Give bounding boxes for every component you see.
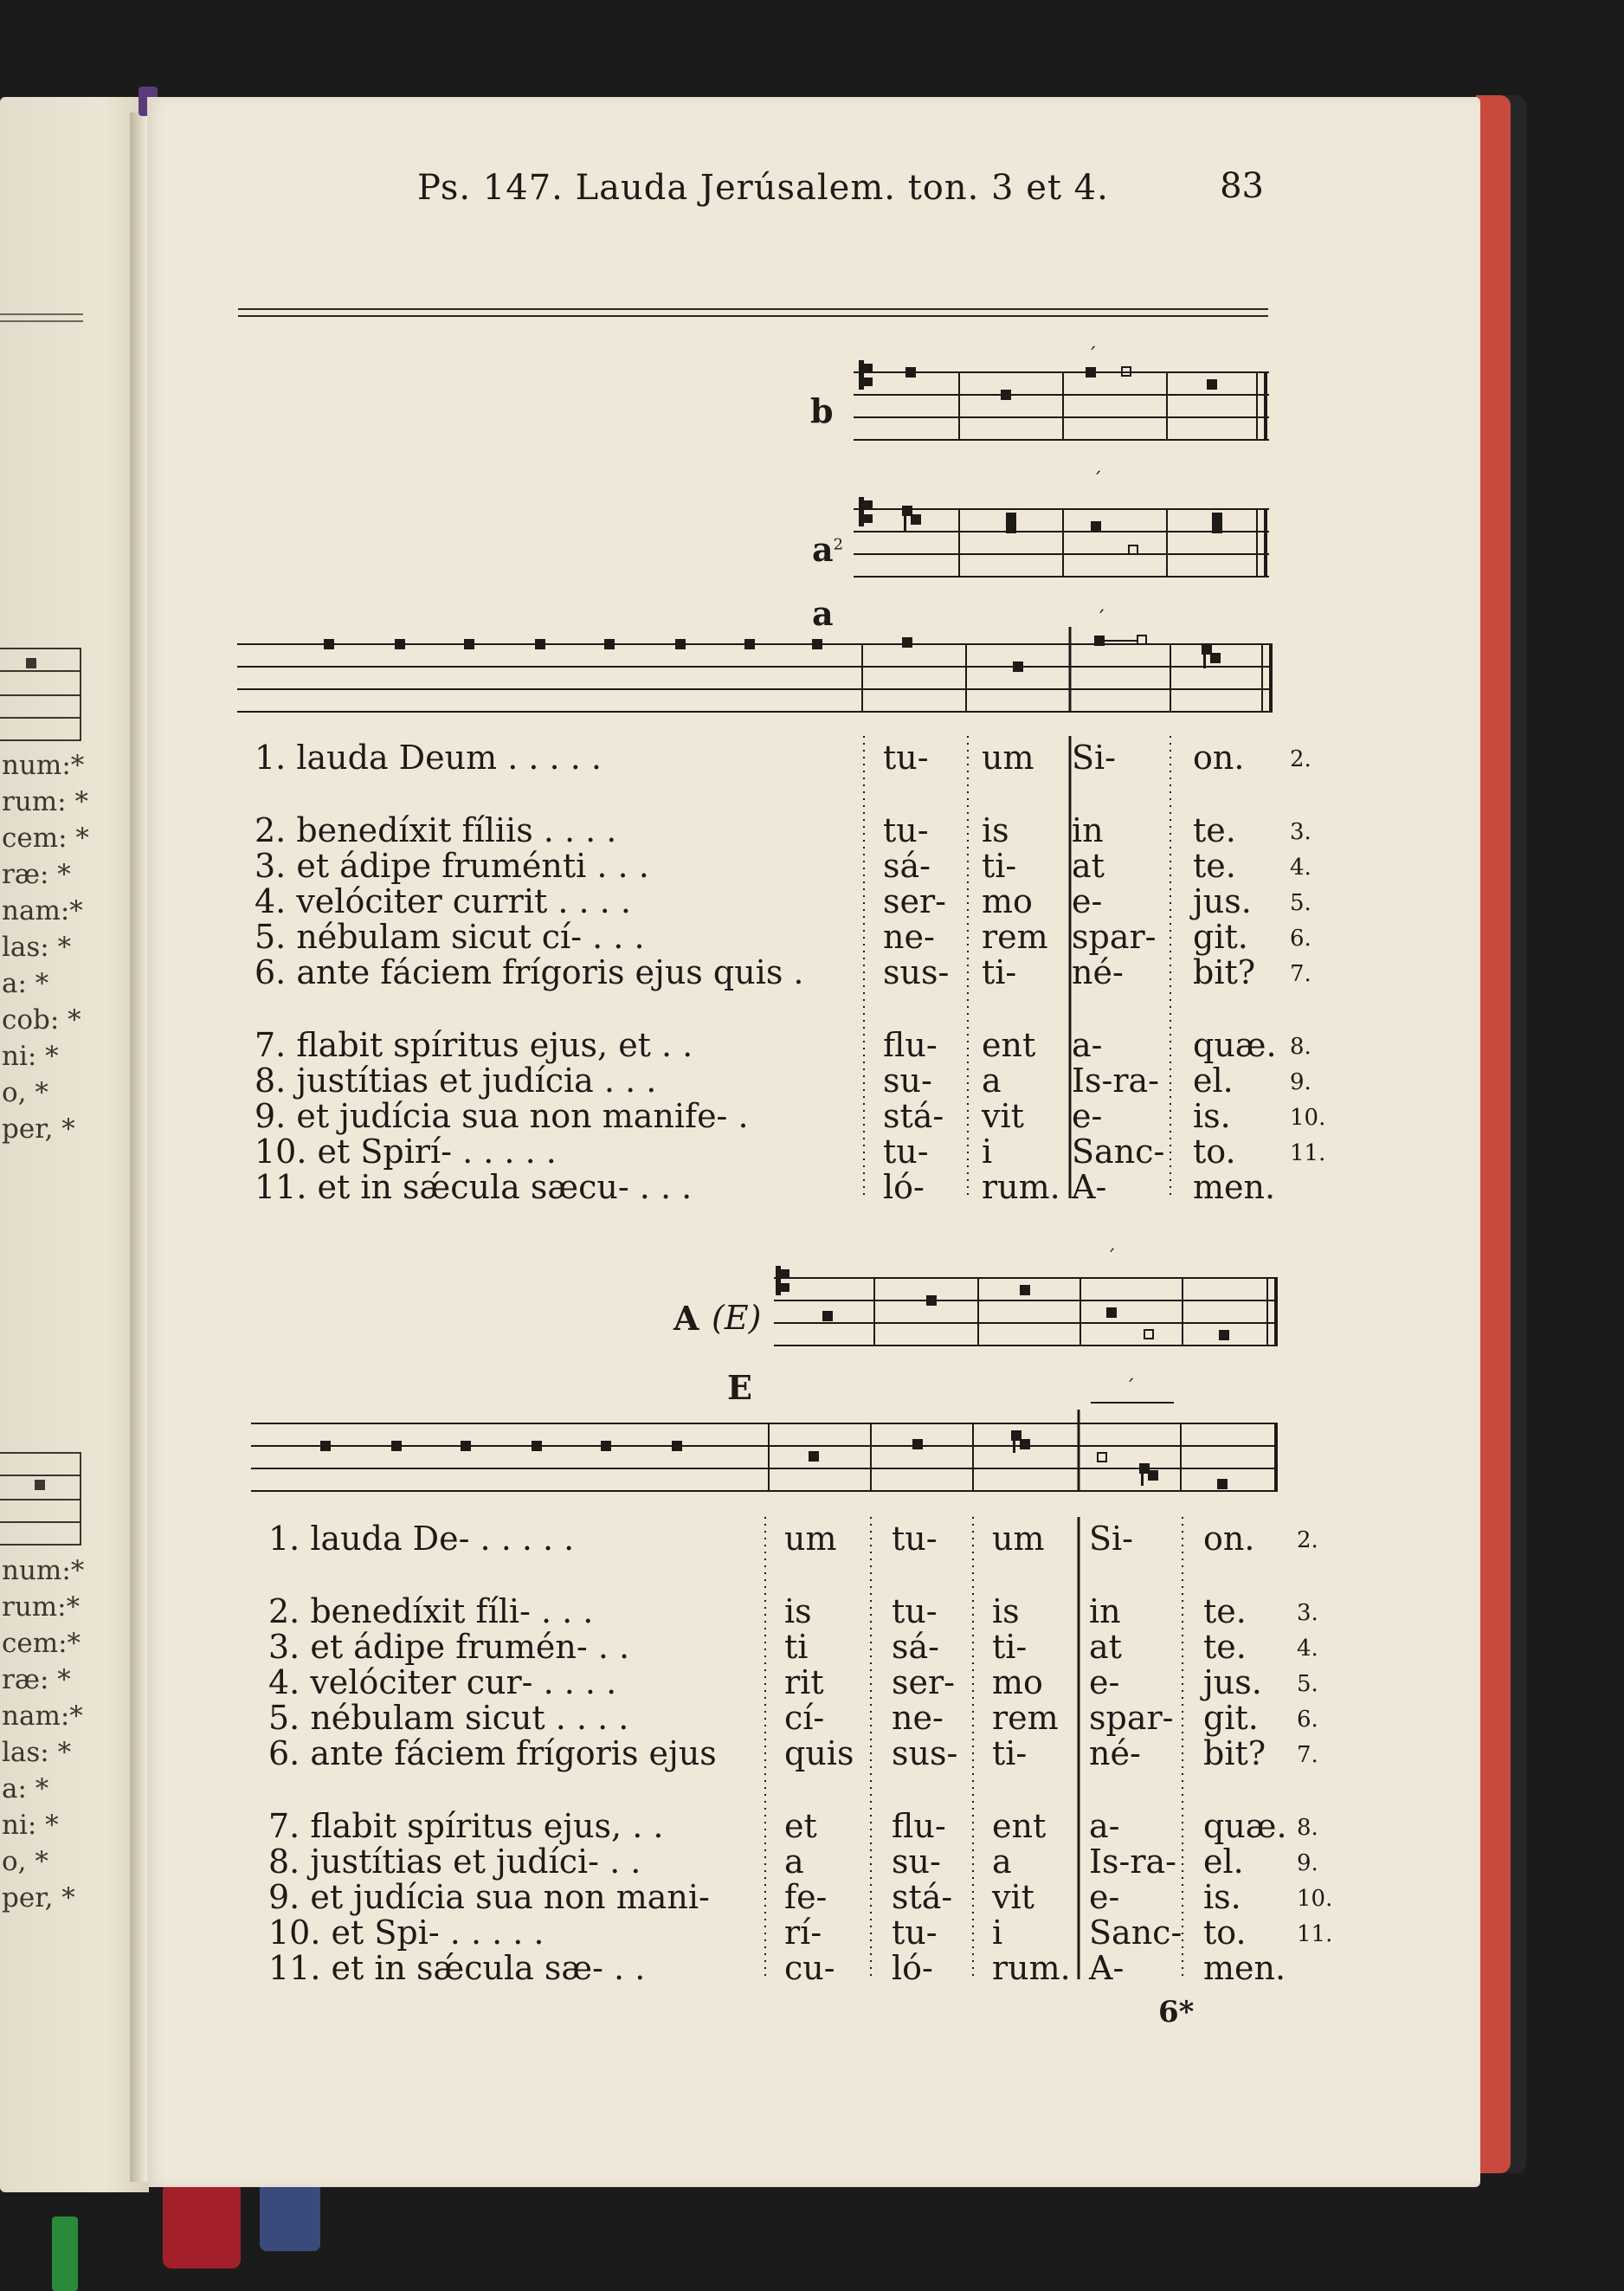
syllable: a- <box>1072 1026 1103 1064</box>
syllable: sá- <box>892 1628 939 1666</box>
syllable: mo <box>992 1663 1043 1701</box>
syllable: mo <box>982 882 1033 920</box>
verse-reference-number: 6. <box>1297 1707 1318 1733</box>
syllable: rum. <box>992 1949 1071 1987</box>
syllable: cí- <box>784 1699 825 1737</box>
syllable: te. <box>1203 1592 1247 1630</box>
verse-text: 10. et Spi- . . . . . <box>268 1913 545 1952</box>
syllable: Is-ra- <box>1072 1062 1160 1100</box>
label-E-paren: (E) <box>712 1299 762 1337</box>
syllable: Si- <box>1072 739 1117 777</box>
verse-reference-number: 11. <box>1290 1140 1326 1166</box>
label-a: a <box>812 594 834 633</box>
verse-reference-number: 4. <box>1297 1636 1318 1662</box>
left-page-fragment: cem: * <box>2 823 89 854</box>
left-page-fragment: nam:* <box>2 1701 83 1732</box>
syllable: men. <box>1193 1168 1276 1206</box>
syllable: ser- <box>883 882 946 920</box>
left-page-fragment: ni: * <box>2 1041 59 1072</box>
neume-note <box>464 639 474 649</box>
syllable: sus- <box>883 953 950 991</box>
syllable: et <box>784 1807 817 1845</box>
left-page-fragment: a: * <box>2 1773 49 1804</box>
left-page-fragment: rum:* <box>2 1591 81 1623</box>
syllable: i <box>992 1913 1003 1952</box>
left-page-staff-fragment <box>0 648 81 741</box>
left-page-fragment: rum: * <box>2 786 88 817</box>
syllable: ne- <box>892 1699 944 1737</box>
syllable: né- <box>1089 1734 1141 1772</box>
verse-text: 11. et in sǽcula sæ- . . <box>268 1949 646 1987</box>
syllable: git. <box>1193 918 1248 956</box>
syllable: ent <box>982 1026 1036 1064</box>
neume-note <box>461 1441 471 1451</box>
header-rule <box>238 315 1268 317</box>
syllable: a <box>992 1842 1012 1881</box>
verse-reference-number: 11. <box>1297 1921 1333 1947</box>
verse-reference-number: 7. <box>1297 1742 1318 1768</box>
syllable: rí- <box>784 1913 822 1952</box>
staff-b <box>854 345 1273 450</box>
left-page-fragment: las: * <box>2 1737 72 1768</box>
neume-note <box>675 639 686 649</box>
syllable: sá- <box>883 847 931 885</box>
neume-note <box>532 1441 542 1451</box>
neume-note <box>744 639 755 649</box>
verse-text: 10. et Spirí- . . . . . <box>255 1133 557 1171</box>
syllable: e- <box>1072 882 1103 920</box>
syllable: e- <box>1072 1097 1103 1135</box>
syllable: spar- <box>1089 1699 1174 1737</box>
syllable: tu- <box>892 1520 938 1558</box>
verse-text: 1. lauda De- . . . . . <box>268 1520 575 1558</box>
left-page-rule <box>0 320 83 322</box>
syllable: e- <box>1089 1663 1120 1701</box>
neume-note <box>391 1441 402 1451</box>
syllable: is. <box>1203 1878 1241 1916</box>
verse-text: 7. flabit spíritus ejus, et . . <box>255 1026 693 1064</box>
verse-reference-number: 9. <box>1290 1069 1311 1095</box>
syllable: su- <box>892 1842 941 1881</box>
syllable: is <box>982 811 1009 849</box>
syllable: ló- <box>892 1949 933 1987</box>
verse-reference-number: 2. <box>1297 1527 1318 1553</box>
left-page-fragment: a: * <box>2 968 49 999</box>
verse-reference-number: 5. <box>1297 1671 1318 1697</box>
verse-text: 2. benedíxit fíliis . . . . <box>255 811 617 849</box>
syllable: ser- <box>892 1663 955 1701</box>
syllable: jus. <box>1203 1663 1262 1701</box>
syllable: quæ. <box>1193 1026 1277 1064</box>
syllable: cu- <box>784 1949 835 1987</box>
left-page-fragment: ni: * <box>2 1810 59 1841</box>
syllable: a <box>982 1062 1002 1100</box>
syllable: rem <box>982 918 1048 956</box>
syllable: tu- <box>883 811 929 849</box>
syllable: on. <box>1193 739 1245 777</box>
syllable: tu- <box>883 739 929 777</box>
syllable: a- <box>1089 1807 1120 1845</box>
syllable: to. <box>1203 1913 1247 1952</box>
section-1-dividers <box>862 736 1191 1204</box>
verse-reference-number: 2. <box>1290 746 1311 772</box>
syllable: rum. <box>982 1168 1060 1206</box>
left-page-fragment: las: * <box>2 932 72 963</box>
bookmark-ribbon <box>163 2182 241 2268</box>
syllable: A- <box>1072 1168 1107 1206</box>
syllable: on. <box>1203 1520 1255 1558</box>
syllable: e- <box>1089 1878 1120 1916</box>
verse-text: 1. lauda Deum . . . . . <box>255 739 602 777</box>
syllable: a <box>784 1842 804 1881</box>
left-page-fragment: num:* <box>2 750 85 781</box>
syllable: quæ. <box>1203 1807 1287 1845</box>
verse-reference-number: 3. <box>1297 1600 1318 1626</box>
syllable: A- <box>1089 1949 1125 1987</box>
syllable: quis <box>784 1734 854 1772</box>
verse-reference-number: 6. <box>1290 926 1311 952</box>
syllable: né- <box>1072 953 1124 991</box>
svg-text:´: ´ <box>1092 470 1102 492</box>
syllable: um <box>992 1520 1045 1558</box>
label-A: A <box>673 1299 699 1338</box>
verse-text: 5. nébulam sicut . . . . <box>268 1699 629 1737</box>
syllable: rit <box>784 1663 824 1701</box>
left-page-staff-fragment <box>0 1452 81 1546</box>
verse-text: 3. et ádipe frumén- . . <box>268 1628 630 1666</box>
page-signature: 6* <box>1158 1995 1195 2030</box>
syllable: te. <box>1193 811 1236 849</box>
left-page-fragment: cem:* <box>2 1628 81 1659</box>
left-page-fragment: per, * <box>2 1882 75 1913</box>
syllable: te. <box>1193 847 1236 885</box>
syllable: ne- <box>883 918 935 956</box>
neume-note <box>604 639 615 649</box>
label-b: b <box>810 391 834 430</box>
left-page-fragment: o, * <box>2 1846 48 1877</box>
syllable: su- <box>883 1062 932 1100</box>
svg-text:´: ´ <box>1087 345 1097 367</box>
verse-text: 3. et ádipe fruménti . . . <box>255 847 649 885</box>
left-page-fragment: o, * <box>2 1077 48 1108</box>
neume-note <box>672 1441 682 1451</box>
svg-text:´: ´ <box>1125 1378 1135 1399</box>
verse-text: 5. nébulam sicut cí- . . . <box>255 918 645 956</box>
verse-text: 6. ante fáciem frígoris ejus <box>268 1734 717 1772</box>
syllable: jus. <box>1193 882 1252 920</box>
verse-text: 7. flabit spíritus ejus, . . <box>268 1807 664 1845</box>
book-cover-edge <box>1476 95 1511 2173</box>
syllable: sus- <box>892 1734 958 1772</box>
left-facing-page <box>0 97 149 2192</box>
syllable: vit <box>982 1097 1024 1135</box>
syllable: um <box>982 739 1034 777</box>
verse-text: 6. ante fáciem frígoris ejus quis . <box>255 953 804 991</box>
left-page-fragment: cob: * <box>2 1004 81 1036</box>
running-title: Ps. 147. Lauda Jerúsalem. ton. 3 et 4. <box>417 168 1109 208</box>
staff-a2 <box>854 470 1273 587</box>
syllable: i <box>982 1133 993 1171</box>
verse-reference-number: 5. <box>1290 890 1311 916</box>
left-page-fragment: per, * <box>2 1113 75 1145</box>
label-a2: $a^2$ <box>812 530 844 569</box>
neume-note <box>601 1441 611 1451</box>
syllable: stá- <box>892 1878 953 1916</box>
verse-reference-number: 7. <box>1290 961 1311 987</box>
syllable: bit? <box>1193 953 1256 991</box>
syllable: te. <box>1203 1628 1247 1666</box>
syllable: tu- <box>883 1133 929 1171</box>
staff-a-main <box>237 609 1276 731</box>
syllable: bit? <box>1203 1734 1266 1772</box>
syllable: is <box>992 1592 1020 1630</box>
verse-text: 8. justítias et judícia . . . <box>255 1062 657 1100</box>
left-page-fragment: nam:* <box>2 895 83 926</box>
verse-text: 4. velóciter cur- . . . . <box>268 1663 617 1701</box>
syllable: git. <box>1203 1699 1259 1737</box>
verse-text: 9. et judícia sua non manife- . <box>255 1097 749 1135</box>
syllable: rem <box>992 1699 1059 1737</box>
syllable: ló- <box>883 1168 925 1206</box>
verse-reference-number: 10. <box>1297 1886 1333 1912</box>
syllable: at <box>1089 1628 1122 1666</box>
syllable: el. <box>1203 1842 1244 1881</box>
syllable: ti- <box>982 953 1017 991</box>
syllable: ti- <box>992 1628 1028 1666</box>
verse-reference-number: 4. <box>1290 855 1311 881</box>
neume-note <box>395 639 405 649</box>
verse-reference-number: 9. <box>1297 1850 1318 1876</box>
syllable: um <box>784 1520 837 1558</box>
syllable: Sanc- <box>1072 1133 1165 1171</box>
verse-text: 2. benedíxit fíli- . . . <box>268 1592 594 1630</box>
verse-text: 9. et judícia sua non mani- <box>268 1878 710 1916</box>
syllable: fe- <box>784 1878 828 1916</box>
syllable: men. <box>1203 1949 1286 1987</box>
neume-note <box>535 639 545 649</box>
syllable: is. <box>1193 1097 1231 1135</box>
syllable: in <box>1089 1592 1121 1630</box>
section-2-dividers <box>764 1517 1196 1987</box>
staff-E-main <box>251 1378 1281 1513</box>
label-E: E <box>727 1368 752 1407</box>
syllable: ent <box>992 1807 1047 1845</box>
syllable: Si- <box>1089 1520 1134 1558</box>
syllable: ti- <box>982 847 1017 885</box>
staff-A-E <box>774 1248 1281 1356</box>
syllable: is <box>784 1592 812 1630</box>
svg-text:´: ´ <box>1106 1248 1116 1269</box>
syllable: flu- <box>883 1026 938 1064</box>
syllable: to. <box>1193 1133 1236 1171</box>
bookmark-ribbon <box>260 2182 320 2251</box>
syllable: in <box>1072 811 1104 849</box>
neume-note <box>812 639 822 649</box>
verse-reference-number: 10. <box>1290 1105 1326 1131</box>
left-page-fragment: num:* <box>2 1555 85 1586</box>
syllable: stá- <box>883 1097 944 1135</box>
left-page-fragment: ræ: * <box>2 1664 71 1695</box>
verse-text: 4. velóciter currit . . . . <box>255 882 631 920</box>
verse-text: 8. justítias et judíci- . . <box>268 1842 641 1881</box>
syllable: ti <box>784 1628 809 1666</box>
bookmark-ribbon <box>52 2217 78 2291</box>
syllable: el. <box>1193 1062 1234 1100</box>
syllable: at <box>1072 847 1105 885</box>
neume-note <box>320 1441 331 1451</box>
syllable: flu- <box>892 1807 946 1845</box>
syllable: Is-ra- <box>1089 1842 1177 1881</box>
verse-reference-number: 8. <box>1290 1034 1311 1060</box>
left-page-fragment: ræ: * <box>2 859 71 890</box>
page-number: 83 <box>1220 166 1264 206</box>
verse-text: 11. et in sǽcula sæcu- . . . <box>255 1168 693 1206</box>
syllable: vit <box>992 1878 1034 1916</box>
header-rule <box>238 308 1268 310</box>
page-header <box>268 159 1273 211</box>
svg-text:´: ´ <box>1096 609 1105 630</box>
syllable: tu- <box>892 1913 938 1952</box>
verse-reference-number: 8. <box>1297 1815 1318 1841</box>
syllable: ti- <box>992 1734 1028 1772</box>
left-page-rule <box>0 313 83 315</box>
neume-note <box>324 639 334 649</box>
verse-reference-number: 3. <box>1290 819 1311 845</box>
syllable: tu- <box>892 1592 938 1630</box>
syllable: Sanc- <box>1089 1913 1183 1952</box>
syllable: spar- <box>1072 918 1157 956</box>
